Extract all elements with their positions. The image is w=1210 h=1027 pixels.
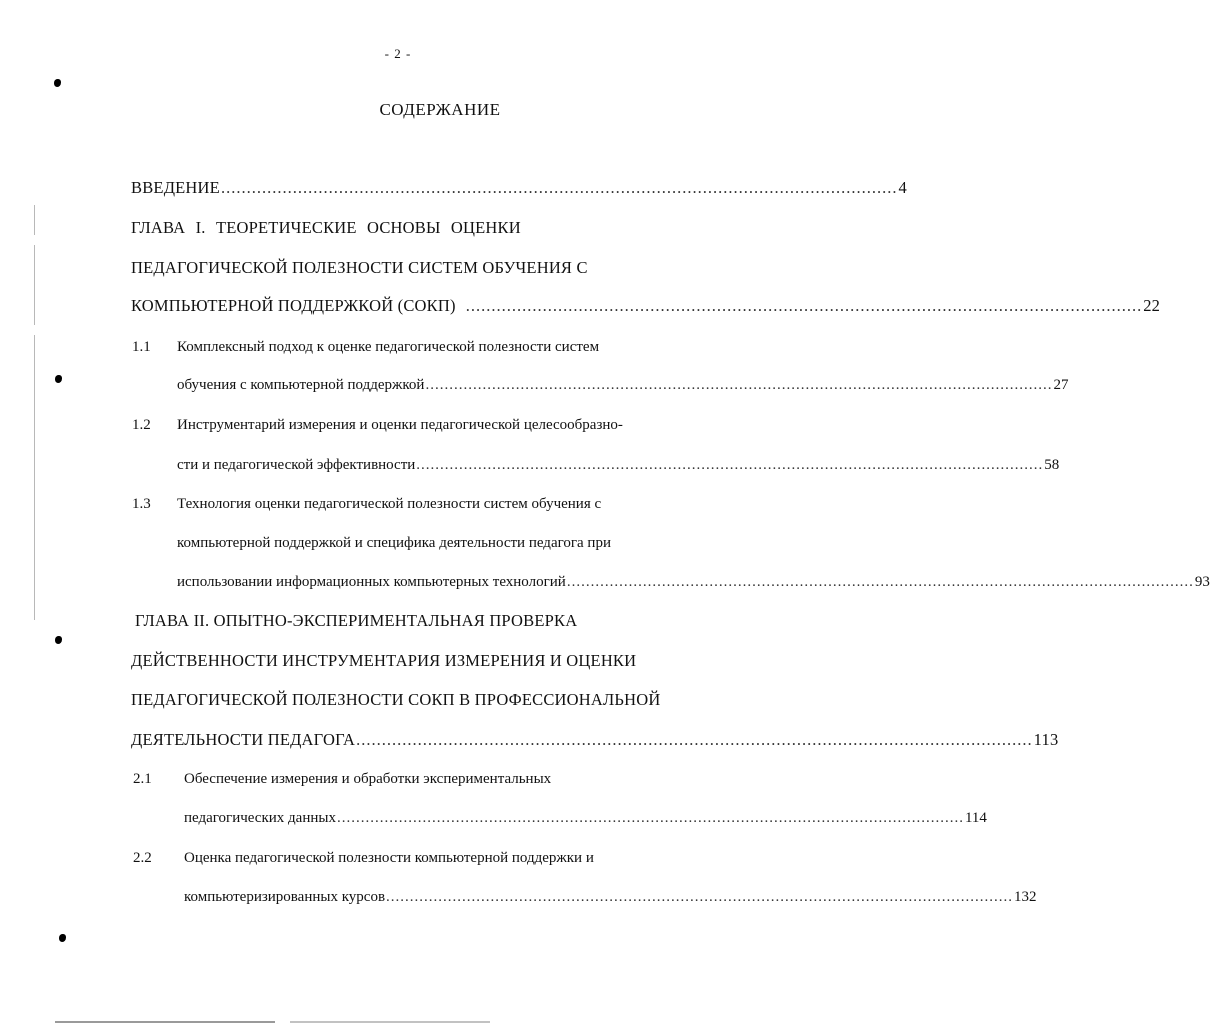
scan-bottom-edge [290, 1021, 490, 1023]
toc-chapter-2-line-3: ПЕДАГОГИЧЕСКОЙ ПОЛЕЗНОСТИ СОКП В ПРОФЕССИОНАЛЬНОЙ [131, 690, 661, 709]
toc-page-number: 93 [1194, 574, 1210, 590]
scan-bottom-edge [55, 1021, 275, 1023]
toc-chapter-1-line-1: ГЛАВА I. ТЕОРЕТИЧЕСКИЕ ОСНОВЫ ОЦЕНКИ [131, 218, 521, 237]
toc-section-2-2-line-1: Оценка педагогической полезности компьютерной поддержки и [184, 850, 594, 866]
toc-section-number: 1.2 [132, 417, 151, 433]
scan-margin-line [34, 205, 35, 235]
toc-chapter-1-line-3: КОМПЬЮТЕРНОЙ ПОДДЕРЖКОЙ (СОКП) .................................................................................................................................... 22 [131, 294, 705, 318]
toc-page-number: 27 [1053, 377, 1069, 393]
toc-dot-leader: .................................................................................................................................... [566, 574, 1194, 590]
toc-section-1-2-line-1: Инструментарий измерения и оценки педагогической целесообразно- [177, 417, 623, 433]
toc-section-number: 2.1 [133, 771, 152, 787]
toc-section-1-1-line-2: обучения с компьютерной поддержкой .................................................................................................................................... 27 [177, 373, 707, 397]
toc-entry-intro [131, 176, 907, 200]
scan-margin-line [34, 335, 35, 620]
toc-section-1-3-line-1: Технология оценки педагогической полезности систем обучения с [177, 496, 602, 512]
toc-page-number: 132 [1014, 889, 1037, 905]
scan-margin-line [34, 245, 35, 325]
toc-section-1-3-line-3: использовании информационных компьютерных технологий .................................................................................................................................... 93 [177, 570, 710, 594]
page-title: СОДЕРЖАНИЕ [379, 100, 501, 119]
toc-dot-leader: .................................................................................................................................... [416, 457, 1044, 473]
page-number: - 2 - [384, 46, 412, 61]
toc-dot-leader: .................................................................................................................................... [356, 730, 1033, 749]
toc-page-number: 4 [898, 178, 907, 197]
scan-spot [54, 79, 61, 87]
toc-dot-leader: .................................................................................................................................... [425, 377, 1053, 393]
toc-section-number: 2.2 [133, 850, 152, 866]
toc-section-2-1-line-1: Обеспечение измерения и обработки экспериментальных [184, 771, 552, 787]
toc-section-2-1-line-2: педагогических данных .................................................................................................................................... 114 [184, 806, 708, 830]
toc-section-1-2-line-2: сти и педагогической эффективности .................................................................................................................................... 58 [177, 453, 709, 477]
toc-dot-leader: .................................................................................................................................... [220, 178, 898, 197]
toc-dot-leader: .................................................................................................................................... [386, 889, 1014, 905]
toc-page-number: 22 [1143, 296, 1161, 315]
toc-section-number: 1.1 [132, 339, 151, 355]
toc-entry-text: ВВЕДЕНИЕ [131, 178, 220, 197]
toc-chapter-2-line-2: ДЕЙСТВЕННОСТИ ИНСТРУМЕНТАРИЯ ИЗМЕРЕНИЯ И ОЦЕНКИ [131, 651, 637, 670]
toc-dot-leader: .................................................................................................................................... [336, 810, 964, 826]
toc-section-2-2-line-2: компьютеризированных курсов .................................................................................................................................... 132 [184, 885, 707, 909]
toc-section-number: 1.3 [132, 496, 151, 512]
toc-page-number: 114 [964, 810, 987, 826]
scan-spot [55, 636, 62, 644]
toc-dot-leader: .................................................................................................................................... [465, 296, 1143, 315]
scan-spot [55, 375, 62, 383]
toc-page-number: 113 [1033, 730, 1059, 749]
toc-page-number: 58 [1044, 457, 1060, 473]
toc-section-1-1-line-1: Комплексный подход к оценке педагогической полезности систем [177, 339, 600, 355]
toc-section-1-3-line-2: компьютерной поддержкой и специфика деятельности педагога при [177, 535, 611, 551]
toc-chapter-2-line-1: ГЛАВА II. ОПЫТНО-ЭКСПЕРИМЕНТАЛЬНАЯ ПРОВЕРКА [135, 611, 578, 630]
toc-chapter-2-line-4: ДЕЯТЕЛЬНОСТИ ПЕДАГОГА .................................................................................................................................... 113 [131, 728, 711, 752]
scan-spot [59, 934, 66, 942]
toc-chapter-1-line-2: ПЕДАГОГИЧЕСКОЙ ПОЛЕЗНОСТИ СИСТЕМ ОБУЧЕНИЯ С [131, 258, 588, 277]
